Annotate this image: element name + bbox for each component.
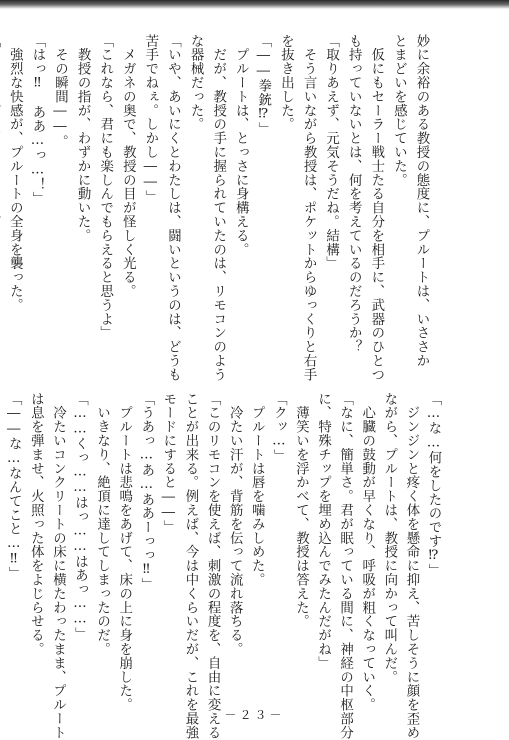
- text-line: 仮にもセーラー戦士たる自分を相手に、武器のひとつ: [368, 34, 384, 382]
- text-line: 「なに、簡単さ。君が眠っている間に、神経の中枢部分: [337, 392, 353, 740]
- text-line: 「…な…何をしたのです⁉」: [426, 392, 441, 578]
- page-number: －２３－: [224, 708, 285, 722]
- text-line: を抜き出した。: [278, 34, 294, 132]
- upper-text-block: [7, 34, 433, 382]
- text-line: 強烈な快感が、プルートの全身を襲った。: [7, 34, 23, 312]
- scan-edge-shadow: [0, 0, 509, 9]
- text-line: ジンジンと疼く体を懸命に抑え、苦しそうに顔を歪め: [403, 392, 419, 740]
- text-line: プルートは唇を噛みしめた。: [249, 392, 265, 587]
- text-line: 「これなら、君にも楽しんでもらえると思うよ」: [97, 34, 113, 340]
- text-line: 妙に余裕のある教授の態度に、プルートは、いささか: [414, 34, 429, 368]
- text-line: 「クッ…」: [271, 392, 287, 464]
- text-line: 冷たいコンクリートの床に横たわったまま、プルート: [50, 392, 66, 740]
- text-line: その瞬間――。: [52, 34, 68, 149]
- text-line: 「いや、あいにくとわたしは、闘いというのは、どうも: [165, 34, 181, 382]
- text-line: 「――拳銃⁉」: [255, 34, 271, 137]
- text-line: な器械だった。: [188, 34, 204, 132]
- text-line: 心臓の鼓動が早くなり、呼吸が粗くなっていく。: [359, 392, 375, 712]
- text-line: 「はっ‼ ああ…っ…！」: [29, 34, 45, 206]
- text-line: 冷たい汗が、背筋を伝って流れ落ちる。: [227, 392, 243, 657]
- text-line: 薄笑いを浮かべて、教授は答えた。: [293, 392, 309, 629]
- text-line: モードにすると――」: [160, 392, 176, 535]
- text-line: ながら、プルートは、教授に向かって叫んだ。: [381, 392, 397, 684]
- text-line: 「……くっ……はっ……はあっ……」: [72, 392, 88, 642]
- text-line: プルートは悲鳴をあげて、床の上に身を崩した。: [116, 392, 132, 712]
- text-line: 「取りあえず、元気そうだね。結構」: [323, 34, 339, 271]
- text-line: とまどいを感じていた。: [391, 34, 407, 187]
- text-line: に、特殊チップを埋め込んでみたんだがね」: [315, 392, 331, 670]
- text-line: プルートは、とっさに身構える。: [233, 34, 249, 257]
- text-line: だが、教授の手に握られていたのは、リモコンのよう: [210, 34, 226, 382]
- text-line: 「このリモコンを使えば、刺激の程度を、自由に変える: [205, 392, 221, 740]
- text-line: ことが出来る。例えば、今は中くらいだが、これを最強: [182, 392, 198, 740]
- text-line: メガネの奥で、教授の目が怪しく光る。: [120, 34, 136, 299]
- text-line: も持っていないとは、何を考えているのだろうか？: [346, 34, 362, 354]
- text-line: 「――な…なんてこと…‼」: [6, 392, 22, 581]
- text-line: 苦手でねぇ。しかし――」: [142, 34, 158, 204]
- text-line: 教授の指が、わずかに動いた。: [75, 34, 91, 243]
- text-line: そう言いながら教授は、ポケットからゆっくりと右手: [301, 34, 317, 382]
- text-line: は息を弾ませ、火照った体をよじらせる。: [28, 392, 44, 657]
- text-line: 「うあっ…あ…ああーっっ‼」: [138, 392, 154, 592]
- text-line: いきなり、絶頂に達してしまったのだ。: [94, 392, 110, 657]
